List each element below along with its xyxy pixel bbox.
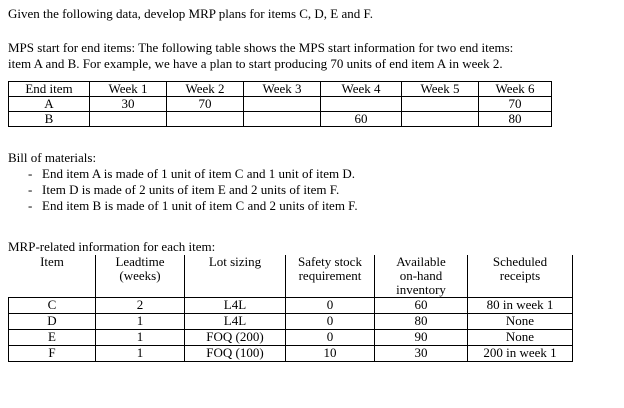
mps-cell: 70 xyxy=(167,97,244,112)
bom-item: - Item D is made of 2 units of item E and 2 units of item F. xyxy=(28,182,358,198)
mps-cell xyxy=(167,112,244,127)
mrp-cell: None xyxy=(468,330,573,346)
mps-row-a xyxy=(9,97,552,112)
mps-description-line-1: MPS start for end items: The following table shows the MPS start information for two end items: xyxy=(8,40,514,55)
mps-cell xyxy=(321,97,402,112)
mrp-cell: None xyxy=(468,314,573,330)
mrp-header-inventory: Available on-hand inventory xyxy=(375,255,468,298)
bom-item: - End item B is made of 1 unit of item C and 2 units of item F. xyxy=(28,198,358,214)
mrp-cell: 0 xyxy=(286,330,375,346)
mps-cell: B xyxy=(9,112,90,127)
mrp-row-e xyxy=(9,330,573,346)
mrp-cell: 200 in week 1 xyxy=(468,346,573,362)
mrp-cell: C xyxy=(9,298,96,314)
mrp-cell: F xyxy=(9,346,96,362)
bom-title: Bill of materials: xyxy=(8,150,97,165)
mrp-header-safety-stock: Safety stock requirement xyxy=(286,255,375,298)
mps-description-line-2: item A and B. For example, we have a plan to start producing 70 units of end item A in week 2. xyxy=(8,56,503,71)
mrp-cell: 1 xyxy=(96,330,185,346)
mrp-cell: 10 xyxy=(286,346,375,362)
mrp-cell: 90 xyxy=(375,330,468,346)
mrp-header-lot-sizing: Lot sizing xyxy=(185,255,286,298)
mps-cell xyxy=(402,112,479,127)
mps-cell xyxy=(244,112,321,127)
mrp-cell: 0 xyxy=(286,298,375,314)
mrp-header-leadtime: Leadtime (weeks) xyxy=(96,255,185,298)
mps-header-row xyxy=(9,82,552,97)
mps-header-cell: Week 2 xyxy=(167,82,244,97)
mrp-cell: FOQ (200) xyxy=(185,330,286,346)
mrp-cell: 1 xyxy=(96,346,185,362)
mps-cell: 60 xyxy=(321,112,402,127)
mrp-cell: D xyxy=(9,314,96,330)
mrp-cell: 0 xyxy=(286,314,375,330)
mrp-header-item: Item xyxy=(9,255,96,298)
mrp-cell: 80 in week 1 xyxy=(468,298,573,314)
mps-header-cell: End item xyxy=(9,82,90,97)
mps-header-cell: Week 1 xyxy=(90,82,167,97)
mps-header-cell: Week 6 xyxy=(479,82,552,97)
mrp-table xyxy=(8,255,573,362)
mrp-row-c xyxy=(9,298,573,314)
mps-header-cell: Week 5 xyxy=(402,82,479,97)
mps-table xyxy=(8,81,552,127)
mrp-row-d xyxy=(9,314,573,330)
mps-cell xyxy=(90,112,167,127)
mrp-row-f xyxy=(9,346,573,362)
mrp-cell: 80 xyxy=(375,314,468,330)
mrp-header-scheduled-receipts: Scheduled receipts xyxy=(468,255,573,298)
mrp-header-row xyxy=(9,255,573,298)
mps-header-cell: Week 4 xyxy=(321,82,402,97)
mrp-cell: L4L xyxy=(185,298,286,314)
mrp-title: MRP-related information for each item: xyxy=(8,239,216,254)
bom-item: - End item A is made of 1 unit of item C and 1 unit of item D. xyxy=(28,166,358,182)
mps-cell: 70 xyxy=(479,97,552,112)
mrp-cell: FOQ (100) xyxy=(185,346,286,362)
bom-list xyxy=(28,166,358,214)
mrp-cell: 2 xyxy=(96,298,185,314)
mps-cell: 80 xyxy=(479,112,552,127)
mrp-cell: L4L xyxy=(185,314,286,330)
mrp-cell: E xyxy=(9,330,96,346)
mrp-cell: 1 xyxy=(96,314,185,330)
mps-cell: A xyxy=(9,97,90,112)
mps-row-b xyxy=(9,112,552,127)
mps-cell xyxy=(244,97,321,112)
intro-text: Given the following data, develop MRP plans for items C, D, E and F. xyxy=(8,6,373,21)
mps-cell: 30 xyxy=(90,97,167,112)
mps-cell xyxy=(402,97,479,112)
mrp-cell: 30 xyxy=(375,346,468,362)
mps-header-cell: Week 3 xyxy=(244,82,321,97)
mrp-cell: 60 xyxy=(375,298,468,314)
